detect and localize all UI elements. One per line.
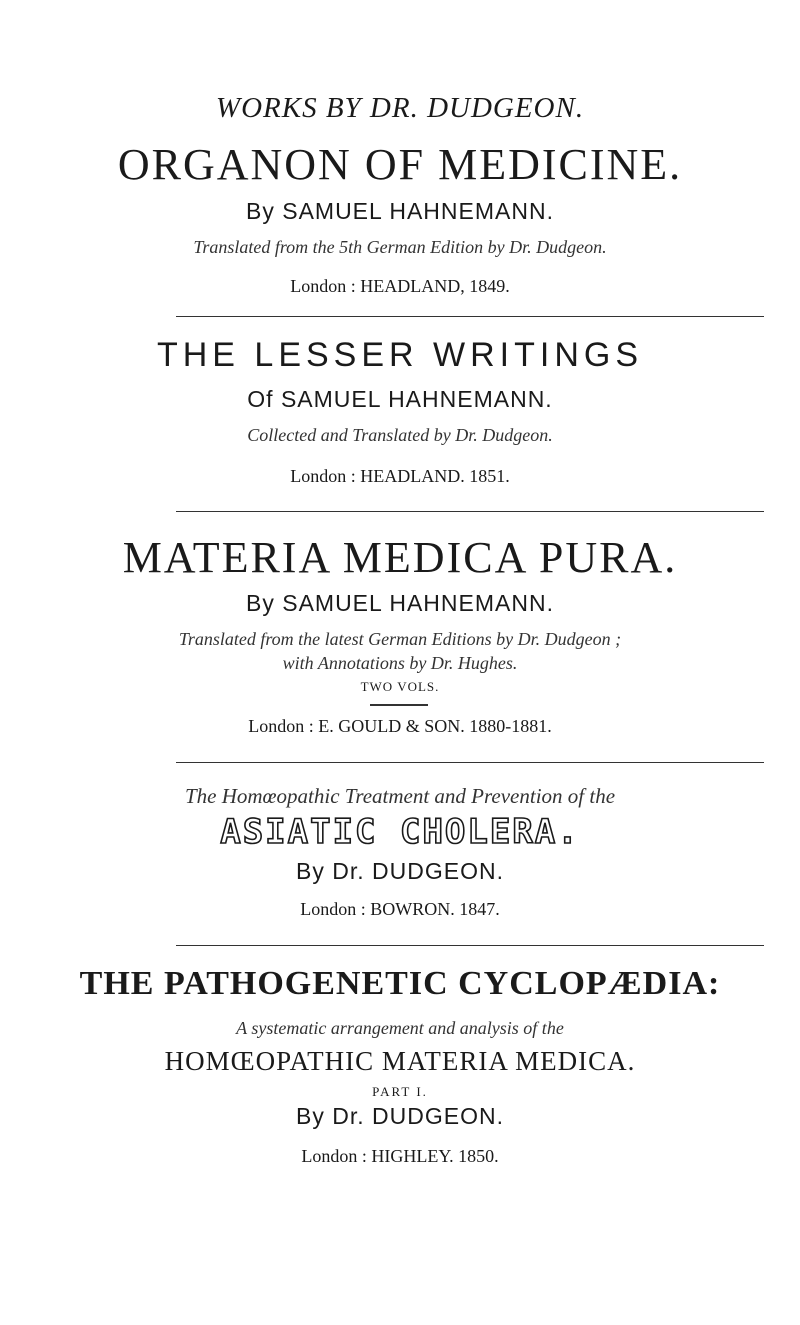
- book-author-cholera: By Dr. DUDGEON.: [296, 858, 504, 884]
- imprint-place: London: [290, 466, 347, 486]
- divider: [176, 316, 764, 317]
- book-imprint-materia-medica: [0, 716, 800, 737]
- book-subtitle-cholera: The Homœopathic Treatment and Prevention of the: [184, 784, 616, 808]
- book-imprint-organon: [0, 276, 800, 297]
- book-title-cyclopaedia: THE PATHOGENETIC CYCLOPÆDIA:: [79, 965, 721, 1002]
- book-title-materia-medica: MATERIA MEDICA PURA.: [122, 533, 678, 582]
- book-imprint-cholera: [0, 899, 800, 920]
- imprint-place: London: [300, 899, 357, 919]
- page-title: WORKS BY DR. DUDGEON.: [215, 92, 585, 124]
- imprint-publisher: : HIGHLEY. 1850.: [361, 1146, 499, 1166]
- divider: [176, 945, 764, 946]
- book-title-organon: ORGANON OF MEDICINE.: [117, 140, 683, 189]
- divider: [176, 762, 764, 763]
- book-author-lesser-writings: Of SAMUEL HAHNEMANN.: [247, 386, 553, 412]
- book-author-materia-medica: By SAMUEL HAHNEMANN.: [246, 590, 554, 616]
- short-rule: [370, 704, 428, 706]
- book-part-cyclopaedia: PART I.: [372, 1084, 428, 1099]
- book-title-lesser-writings: THE LESSER WRITINGS: [156, 336, 644, 374]
- book-subtitle-cyclopaedia: A systematic arrangement and analysis of the: [236, 1018, 564, 1038]
- book-annotation-materia-medica: with Annotations by Dr. Hughes.: [282, 653, 518, 673]
- imprint-place: London: [301, 1146, 358, 1166]
- book-imprint-lesser-writings: [0, 466, 800, 487]
- imprint-place: London: [248, 716, 305, 736]
- book-translation-organon: Translated from the 5th German Edition by Dr. Dudgeon.: [193, 237, 607, 257]
- imprint-publisher: : HEADLAND. 1851.: [350, 466, 510, 486]
- imprint-publisher: : HEADLAND, 1849.: [350, 276, 510, 296]
- book-translation-lesser-writings: Collected and Translated by Dr. Dudgeon.: [247, 425, 553, 445]
- book-imprint-cyclopaedia: [0, 1146, 800, 1167]
- imprint-place: London: [290, 276, 347, 296]
- book-translation-materia-medica: Translated from the latest German Editions by Dr. Dudgeon ;: [178, 629, 622, 649]
- book-title2-cyclopaedia: HOMŒOPATHIC MATERIA MEDICA.: [164, 1046, 636, 1076]
- imprint-publisher: : BOWRON. 1847.: [360, 899, 500, 919]
- book-volumes-materia-medica: TWO VOLS.: [360, 679, 440, 694]
- divider: [176, 511, 764, 512]
- book-author-organon: By SAMUEL HAHNEMANN.: [246, 198, 554, 224]
- imprint-publisher: : E. GOULD & SON. 1880-1881.: [308, 716, 552, 736]
- book-title-cholera: ASIATIC CHOLERA.: [220, 812, 580, 852]
- book-author-cyclopaedia: By Dr. DUDGEON.: [296, 1103, 504, 1129]
